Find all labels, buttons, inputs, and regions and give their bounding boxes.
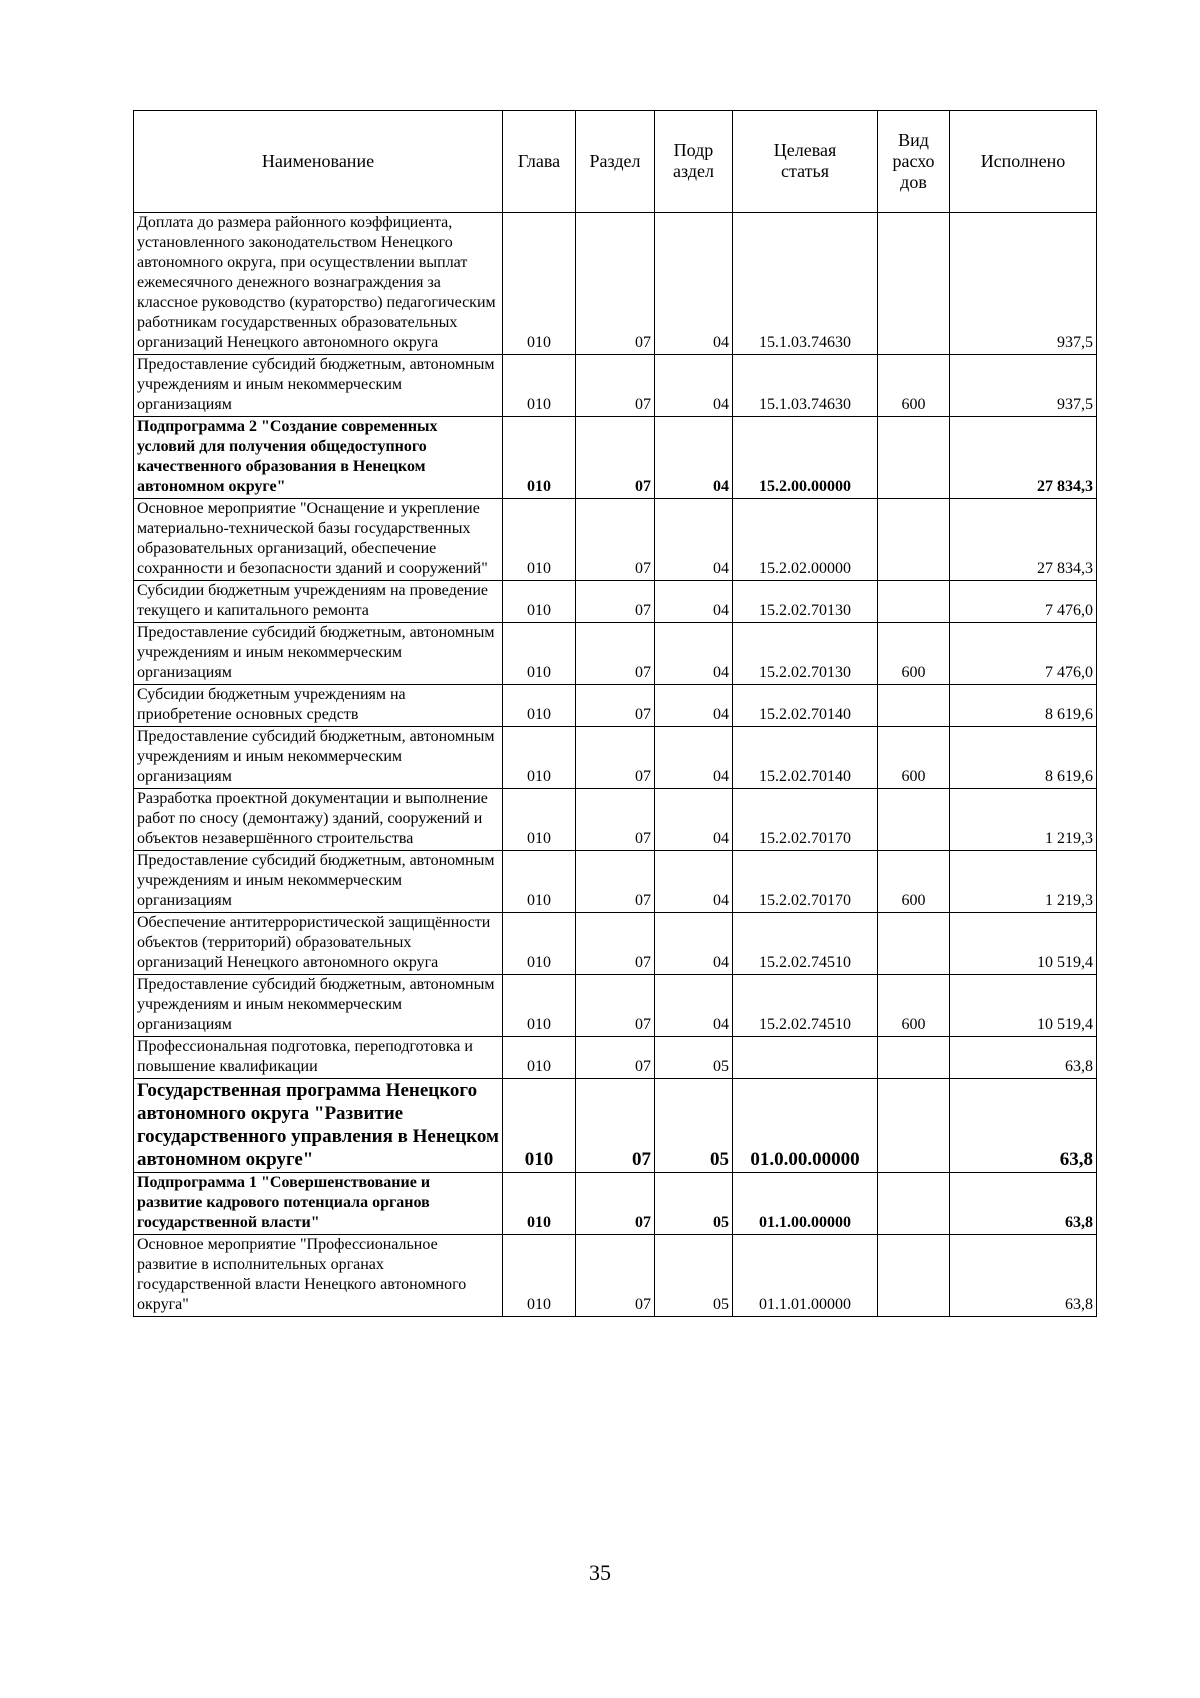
cell-glava: 010 (503, 913, 576, 975)
table-row (134, 581, 1097, 623)
cell-executed: 8 619,6 (950, 685, 1097, 727)
cell-podrazdel: 04 (655, 623, 733, 685)
cell-target-article: 01.1.00.00000 (733, 1173, 878, 1235)
cell-executed: 27 834,3 (950, 499, 1097, 581)
cell-expense-type: 600 (878, 851, 950, 913)
cell-glava: 010 (503, 975, 576, 1037)
cell-razdel: 07 (576, 727, 655, 789)
cell-expense-type (878, 1037, 950, 1079)
cell-target-article: 15.2.02.70130 (733, 581, 878, 623)
cell-expense-type (878, 213, 950, 355)
table-row (134, 417, 1097, 499)
cell-razdel: 07 (576, 789, 655, 851)
cell-executed: 10 519,4 (950, 913, 1097, 975)
table-row (134, 789, 1097, 851)
cell-name: Предоставление субсидий бюджетным, автономным учреждениям и иным некоммерческим организациям (134, 851, 503, 913)
cell-executed: 27 834,3 (950, 417, 1097, 499)
cell-glava: 010 (503, 623, 576, 685)
cell-glava: 010 (503, 1079, 576, 1173)
cell-name: Обеспечение антитеррористической защищённости объектов (территорий) образовательных организаций Ненецкого автономного округа (134, 913, 503, 975)
cell-name: Предоставление субсидий бюджетным, автономным учреждениям и иным некоммерческим организациям (134, 727, 503, 789)
cell-target-article: 15.2.02.70170 (733, 789, 878, 851)
cell-executed: 1 219,3 (950, 789, 1097, 851)
cell-glava: 010 (503, 499, 576, 581)
cell-razdel: 07 (576, 913, 655, 975)
cell-expense-type (878, 581, 950, 623)
cell-target-article: 15.2.00.00000 (733, 417, 878, 499)
cell-name: Субсидии бюджетным учреждениям на приобретение основных средств (134, 685, 503, 727)
cell-executed: 937,5 (950, 355, 1097, 417)
cell-expense-type (878, 499, 950, 581)
cell-expense-type (878, 913, 950, 975)
table-row (134, 727, 1097, 789)
cell-razdel: 07 (576, 623, 655, 685)
cell-podrazdel: 05 (655, 1037, 733, 1079)
table-row (134, 851, 1097, 913)
table-row (134, 1173, 1097, 1235)
table-row (134, 913, 1097, 975)
cell-executed: 1 219,3 (950, 851, 1097, 913)
cell-target-article: 15.2.02.70170 (733, 851, 878, 913)
budget-table (133, 110, 1097, 1317)
cell-name: Профессиональная подготовка, переподготовка и повышение квалификации (134, 1037, 503, 1079)
cell-glava: 010 (503, 355, 576, 417)
header-executed: Исполнено (950, 111, 1097, 213)
cell-expense-type (878, 1173, 950, 1235)
cell-podrazdel: 04 (655, 417, 733, 499)
cell-name: Подпрограмма 2 "Создание современных условий для получения общедоступного качественного образования в Ненецком автономном округе" (134, 417, 503, 499)
cell-razdel: 07 (576, 417, 655, 499)
cell-name: Предоставление субсидий бюджетным, автономным учреждениям и иным некоммерческим организациям (134, 623, 503, 685)
table-body (134, 213, 1097, 1317)
cell-razdel: 07 (576, 685, 655, 727)
page-number: 35 (589, 1560, 611, 1585)
header-expense-type: Вид расхо дов (878, 111, 950, 213)
cell-name: Субсидии бюджетным учреждениям на проведение текущего и капитального ремонта (134, 581, 503, 623)
cell-expense-type (878, 417, 950, 499)
table-row (134, 623, 1097, 685)
table-row (134, 499, 1097, 581)
cell-podrazdel: 04 (655, 499, 733, 581)
cell-glava: 010 (503, 417, 576, 499)
cell-glava: 010 (503, 851, 576, 913)
cell-target-article: 15.2.02.70140 (733, 685, 878, 727)
cell-podrazdel: 04 (655, 851, 733, 913)
table-row (134, 1079, 1097, 1173)
header-target-article: Целевая статья (733, 111, 878, 213)
cell-target-article: 15.2.02.74510 (733, 913, 878, 975)
cell-target-article: 01.0.00.00000 (733, 1079, 878, 1173)
cell-expense-type: 600 (878, 727, 950, 789)
cell-expense-type (878, 685, 950, 727)
cell-executed: 7 476,0 (950, 581, 1097, 623)
header-name: Наименование (134, 111, 503, 213)
cell-razdel: 07 (576, 1079, 655, 1173)
cell-podrazdel: 04 (655, 913, 733, 975)
cell-target-article: 15.1.03.74630 (733, 213, 878, 355)
cell-name: Доплата до размера районного коэффициента, установленного законодательством Ненецкого автономного округа, при осуществлении выплат ежемесячного денежного вознаграждения за классное руководство (кураторство) педагогическим работникам государственных образовательных организаций Ненецкого автономного округа (134, 213, 503, 355)
table-row (134, 1235, 1097, 1317)
cell-target-article: 15.2.02.00000 (733, 499, 878, 581)
cell-podrazdel: 04 (655, 581, 733, 623)
cell-expense-type (878, 789, 950, 851)
cell-glava: 010 (503, 213, 576, 355)
cell-name: Государственная программа Ненецкого автономного округа "Развитие государственного управления в Ненецком автономном округе" (134, 1079, 503, 1173)
cell-executed: 8 619,6 (950, 727, 1097, 789)
cell-executed: 10 519,4 (950, 975, 1097, 1037)
cell-target-article: 15.1.03.74630 (733, 355, 878, 417)
cell-razdel: 07 (576, 499, 655, 581)
cell-razdel: 07 (576, 851, 655, 913)
cell-glava: 010 (503, 1173, 576, 1235)
cell-executed: 63,8 (950, 1173, 1097, 1235)
table-row (134, 685, 1097, 727)
cell-razdel: 07 (576, 975, 655, 1037)
table-row (134, 975, 1097, 1037)
cell-expense-type (878, 1235, 950, 1317)
cell-expense-type: 600 (878, 975, 950, 1037)
cell-glava: 010 (503, 581, 576, 623)
cell-executed: 63,8 (950, 1079, 1097, 1173)
cell-name: Основное мероприятие "Профессиональное развитие в исполнительных органах государственной власти Ненецкого автономного округа" (134, 1235, 503, 1317)
cell-executed: 63,8 (950, 1037, 1097, 1079)
table-row (134, 213, 1097, 355)
cell-razdel: 07 (576, 355, 655, 417)
cell-name: Предоставление субсидий бюджетным, автономным учреждениям и иным некоммерческим организациям (134, 355, 503, 417)
cell-name: Разработка проектной документации и выполнение работ по сносу (демонтажу) зданий, сооружений и объектов незавершённого строительства (134, 789, 503, 851)
cell-expense-type (878, 1079, 950, 1173)
cell-razdel: 07 (576, 1173, 655, 1235)
cell-executed: 937,5 (950, 213, 1097, 355)
cell-name: Основное мероприятие "Оснащение и укрепление материально-технической базы государственных образовательных организаций, обеспечение сохранности и безопасности зданий и сооружений" (134, 499, 503, 581)
cell-name: Подпрограмма 1 "Совершенствование и развитие кадрового потенциала органов государственной власти" (134, 1173, 503, 1235)
cell-podrazdel: 05 (655, 1173, 733, 1235)
cell-expense-type: 600 (878, 355, 950, 417)
cell-name: Предоставление субсидий бюджетным, автономным учреждениям и иным некоммерческим организациям (134, 975, 503, 1037)
cell-razdel: 07 (576, 1037, 655, 1079)
cell-podrazdel: 04 (655, 789, 733, 851)
cell-glava: 010 (503, 1235, 576, 1317)
header-row (134, 111, 1097, 213)
table-row (134, 355, 1097, 417)
cell-podrazdel: 05 (655, 1235, 733, 1317)
header-podrazdel: Подр аздел (655, 111, 733, 213)
cell-podrazdel: 04 (655, 727, 733, 789)
header-razdel: Раздел (576, 111, 655, 213)
cell-podrazdel: 04 (655, 685, 733, 727)
cell-glava: 010 (503, 1037, 576, 1079)
cell-executed: 7 476,0 (950, 623, 1097, 685)
table-row (134, 1037, 1097, 1079)
cell-target-article: 15.2.02.70140 (733, 727, 878, 789)
cell-expense-type: 600 (878, 623, 950, 685)
cell-podrazdel: 05 (655, 1079, 733, 1173)
header-glava: Глава (503, 111, 576, 213)
cell-podrazdel: 04 (655, 975, 733, 1037)
cell-razdel: 07 (576, 213, 655, 355)
cell-executed: 63,8 (950, 1235, 1097, 1317)
cell-razdel: 07 (576, 1235, 655, 1317)
cell-glava: 010 (503, 789, 576, 851)
cell-podrazdel: 04 (655, 213, 733, 355)
cell-glava: 010 (503, 685, 576, 727)
cell-target-article: 15.2.02.70130 (733, 623, 878, 685)
cell-podrazdel: 04 (655, 355, 733, 417)
cell-target-article (733, 1037, 878, 1079)
cell-glava: 010 (503, 727, 576, 789)
cell-target-article: 15.2.02.74510 (733, 975, 878, 1037)
cell-target-article: 01.1.01.00000 (733, 1235, 878, 1317)
cell-razdel: 07 (576, 581, 655, 623)
